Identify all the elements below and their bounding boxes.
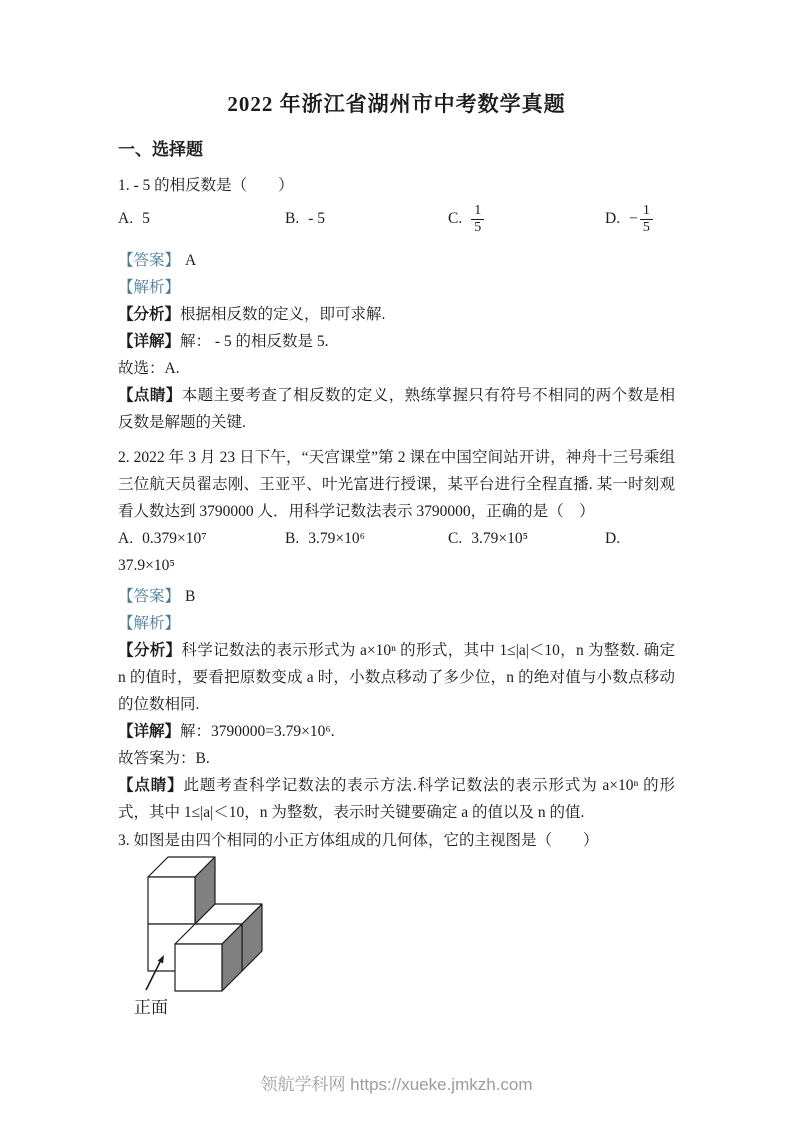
q2-option-a-text: 0.379×10⁷ xyxy=(142,529,207,547)
answer-label: 【答案】 xyxy=(118,588,181,605)
q1-option-c-label: C. xyxy=(448,210,463,227)
q1-option-d-fraction xyxy=(640,203,653,236)
q1-option-c xyxy=(448,203,605,236)
jiexi-label: 【解析】 xyxy=(118,279,181,296)
q1-answer-line xyxy=(118,247,675,274)
minus-sign: − xyxy=(629,210,638,227)
q1-option-a-label: A. xyxy=(118,210,134,227)
q1-dianjing-text: 本题主要考查了相反数的定义，熟练掌握只有符号不相同的两个数是相反数是解题的关键. xyxy=(118,387,675,431)
q2-xiangjie-text: 解：3790000=3.79×10⁶. xyxy=(180,723,335,740)
q2-option-b-text: 3.79×10⁶ xyxy=(308,529,365,547)
q3-figure xyxy=(132,854,675,1027)
q1-xiangjie-text: 解： - 5 的相反数是 5. xyxy=(180,333,329,350)
figure-front-label: 正面 xyxy=(134,998,168,1017)
q2-option-b xyxy=(285,530,448,548)
q1-options-row xyxy=(118,197,675,241)
q1-option-b xyxy=(285,210,448,228)
q2-fenxi-line xyxy=(118,637,675,718)
q1-xiangjie-line xyxy=(118,328,675,355)
q1-option-a xyxy=(118,210,285,228)
q2-dianjing-line xyxy=(118,772,675,826)
q1-dianjing-line xyxy=(118,382,675,436)
q2-answer-value: B xyxy=(185,588,196,605)
jiexi-label: 【解析】 xyxy=(118,615,181,632)
q2-jiexi-line xyxy=(118,610,675,637)
fraction-denominator: 5 xyxy=(640,219,653,236)
q1-option-d-label: D. xyxy=(605,210,621,227)
q2-fenxi-text: 科学记数法的表示形式为 a×10ⁿ 的形式，其中 1≤|a|＜10，n 为整数. 确定 n 的值时，要看把原数变成 a 时，小数点移动了多少位，n 的绝对值与小数点移动的位数相同. xyxy=(118,642,675,713)
q2-conclusion: 故答案为：B. xyxy=(118,750,210,767)
q1-option-a-text: 5 xyxy=(142,210,150,227)
q2-dianjing-text: 此题考查科学记数法的表示方法.科学记数法的表示形式为 a×10ⁿ 的形式，其中 1≤|a|＜10，n 为整数，表示时关键要确定 a 的值以及 n 的值. xyxy=(118,777,675,821)
q2-option-d xyxy=(605,530,675,548)
q2-options-row xyxy=(118,525,675,552)
answer-label: 【答案】 xyxy=(118,252,181,269)
xiangjie-label: 【详解】 xyxy=(118,333,181,350)
q2-option-a xyxy=(118,530,285,548)
q1-fenxi-line xyxy=(118,301,675,328)
q2-option-c-label: C. xyxy=(448,529,463,547)
fraction-numerator: 1 xyxy=(642,202,650,218)
dianjing-label: 【点睛】 xyxy=(118,777,184,794)
q2-xiangjie-line xyxy=(118,718,675,745)
dianjing-label: 【点睛】 xyxy=(118,387,182,404)
q2-option-c xyxy=(448,530,605,548)
fenxi-label: 【分析】 xyxy=(118,306,181,323)
q1-option-b-text: - 5 xyxy=(308,210,326,227)
page-title: 2022 年浙江省湖州市中考数学真题 xyxy=(227,92,566,116)
cube-face-front xyxy=(148,877,195,924)
section-heading: 一、选择题 xyxy=(118,140,203,159)
xiangjie-label: 【详解】 xyxy=(118,723,181,740)
q2-answer-line xyxy=(118,583,675,610)
q3-stem: 3. 如图是由四个相同的小正方体组成的几何体，它的主视图是（ ） xyxy=(118,832,599,849)
q1-option-d-value xyxy=(629,203,653,236)
fraction-numerator: 1 xyxy=(474,202,482,218)
q1-option-d xyxy=(605,203,675,236)
q1-fenxi-text: 根据相反数的定义，即可求解. xyxy=(180,306,386,323)
q2-option-b-label: B. xyxy=(285,529,300,547)
q2-option-d-label: D. xyxy=(605,529,621,547)
q2-option-a-label: A. xyxy=(118,529,134,547)
q1-option-c-fraction xyxy=(471,203,484,236)
fraction-denominator: 5 xyxy=(471,219,484,236)
q2-option-c-text: 3.79×10⁵ xyxy=(471,529,528,547)
cube-face-front xyxy=(175,944,222,991)
q1-conclusion: 故选：A. xyxy=(118,360,180,377)
q1-stem: 1. - 5 的相反数是（ ） xyxy=(118,177,294,194)
cube-solid-figure xyxy=(132,854,272,1022)
q1-answer-value: A xyxy=(185,252,197,269)
q2-option-d-text: 37.9×10⁵ xyxy=(118,557,175,574)
q1-option-b-label: B. xyxy=(285,210,300,227)
q2-stem: 2. 2022 年 3 月 23 日下午，“天宫课堂”第 2 课在中国空间站开讲，神舟十三号乘组三位航天员翟志刚、王亚平、叶光富进行授课，某平台进行全程直播. 某一时刻观看人数达到 3790000 人．用科学记数法表示 3790000，正确的是（ ） xyxy=(118,449,675,520)
fenxi-label: 【分析】 xyxy=(118,642,182,659)
q1-jiexi-line xyxy=(118,274,675,301)
watermark-footer: 领航学科网 https://xueke.jmkzh.com xyxy=(260,1075,533,1094)
